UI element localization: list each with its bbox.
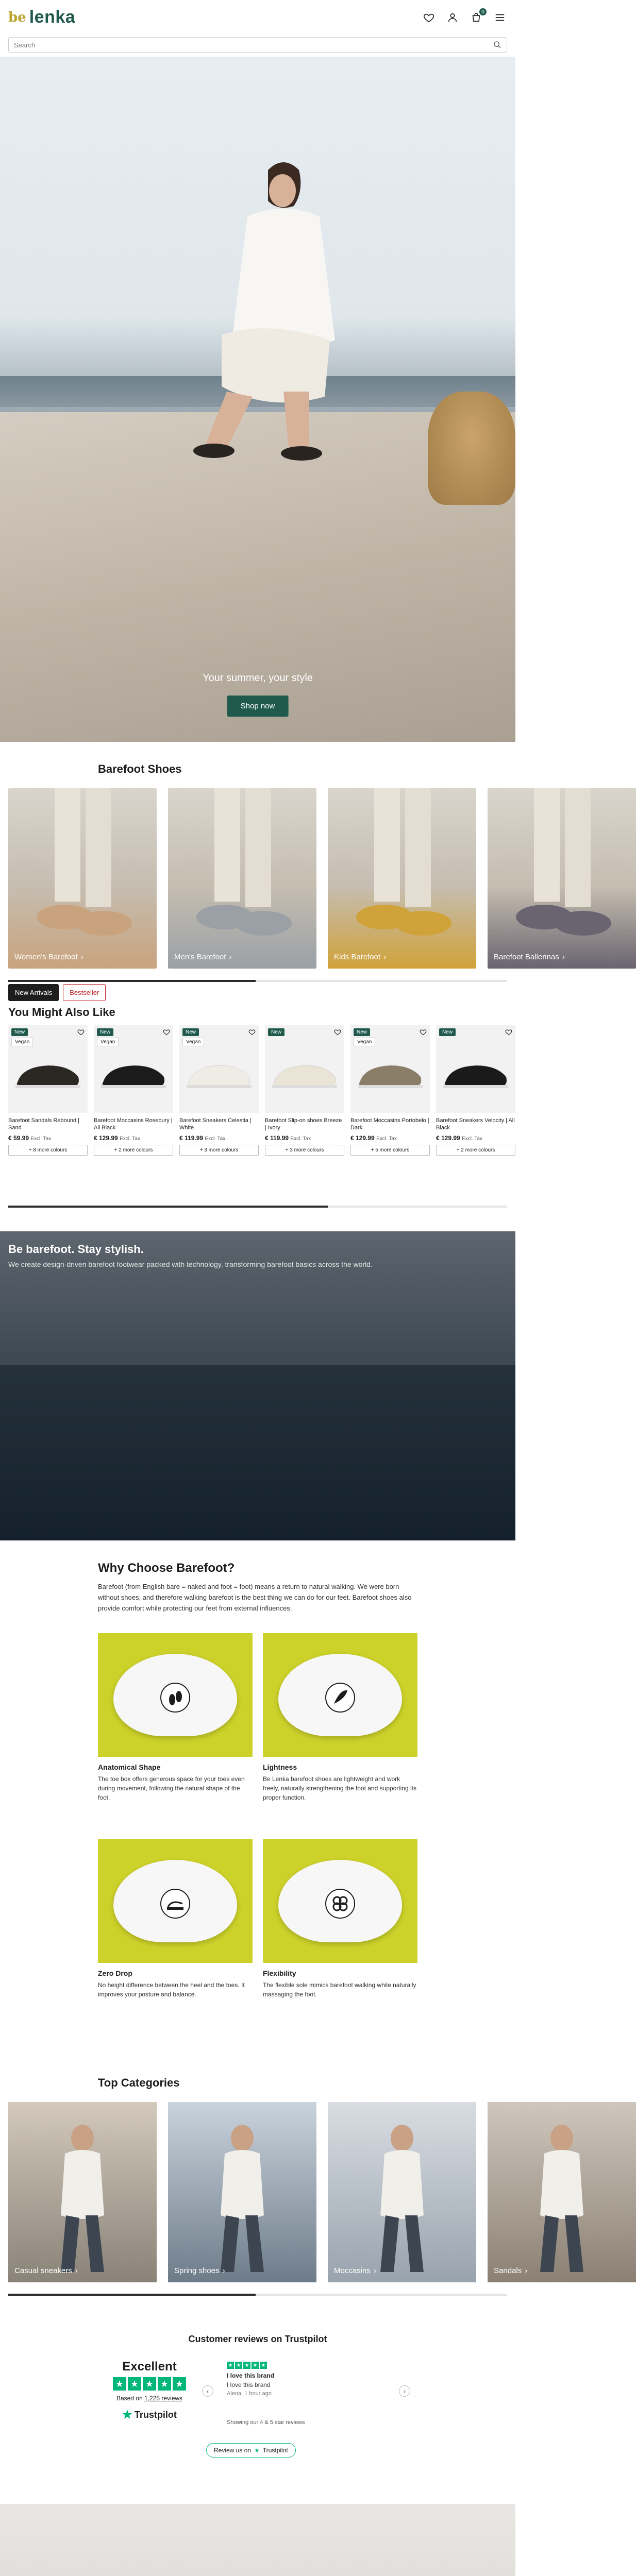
product-image[interactable]	[8, 1025, 88, 1113]
top-category-card[interactable]	[168, 2102, 316, 2282]
feature-title: Lightness	[263, 1763, 297, 1771]
price-tax: Excl. Tax	[120, 1136, 140, 1142]
product-price	[350, 1134, 430, 1142]
arrow-right-icon: ›	[525, 2266, 528, 2275]
top-categories-scrollbar[interactable]	[8, 2294, 507, 2296]
shoe-image	[350, 1025, 430, 1113]
review-stars	[227, 2362, 392, 2369]
product-name[interactable]: Barefoot Moccasins Portobelo | Dark	[350, 1117, 429, 1131]
category-card[interactable]	[328, 788, 476, 969]
heart-icon[interactable]	[422, 10, 436, 25]
review-us-button[interactable]	[206, 2443, 296, 2458]
star-icon: ★	[143, 2377, 156, 2391]
price-value: € 129.99	[94, 1134, 118, 1142]
feature-title: Flexibility	[263, 1969, 296, 1977]
feature-lightness	[263, 1633, 417, 1802]
video-banner	[0, 1231, 515, 1540]
review-body: I love this brand	[227, 2381, 271, 2388]
zero-drop-icon	[160, 1888, 191, 1919]
footprint-icon	[160, 1682, 191, 1713]
trustpilot-rating: Excellent	[122, 2360, 177, 2374]
feature-text: No height difference between the heel and the toes. It improves your posture and balance.	[98, 1981, 245, 1998]
flexibility-icon	[325, 1888, 356, 1919]
barefoot-shoes-section	[0, 742, 565, 979]
top-category-card[interactable]	[328, 2102, 476, 2282]
category-label-text: Barefoot Ballerinas	[494, 953, 559, 961]
new-badge: New	[11, 1028, 28, 1036]
vegan-badge: Vegan	[182, 1038, 204, 1046]
vegan-badge: Vegan	[97, 1038, 119, 1046]
shop-now-button[interactable]: Shop now	[227, 696, 289, 717]
top-category-image	[8, 2102, 157, 2282]
cart-count-badge: 0	[479, 8, 487, 15]
feature-title: Anatomical Shape	[98, 1763, 161, 1771]
product-name[interactable]: Barefoot Moccasins Rosebury | All Black	[94, 1117, 173, 1131]
category-label-text: Moccasins	[334, 2266, 371, 2275]
category-label	[494, 2266, 527, 2275]
trustpilot-title: Customer reviews on Trustpilot	[188, 2334, 327, 2344]
product-carousel	[8, 1025, 515, 1175]
top-category-card[interactable]	[488, 2102, 636, 2282]
star-icon: ★	[173, 2377, 186, 2391]
logo[interactable]	[8, 7, 75, 27]
product-name[interactable]: Barefoot Slip-on shoes Breeze | Ivory	[265, 1117, 342, 1131]
new-badge: New	[182, 1028, 199, 1036]
price-tax: Excl. Tax	[290, 1136, 311, 1142]
vegan-badge: Vegan	[354, 1038, 375, 1046]
product-image[interactable]	[436, 1025, 515, 1113]
top-categories-carousel	[8, 2102, 636, 2282]
hero-banner	[0, 57, 515, 742]
arrow-right-icon: ›	[373, 2266, 376, 2275]
logo-word: lenka	[29, 7, 76, 27]
review-next-arrow-icon[interactable]: ›	[399, 2385, 410, 2397]
price-value: € 129.99	[436, 1134, 460, 1142]
star-icon: ★	[260, 2362, 267, 2369]
trustpilot-summary[interactable]	[108, 2360, 191, 2421]
category-label	[494, 953, 565, 961]
product-name[interactable]: Barefoot Sandals Rebound | Sand	[8, 1117, 80, 1131]
you-might-also-like-section	[0, 979, 515, 1231]
star-icon: ★	[243, 2362, 250, 2369]
category-image	[328, 788, 476, 969]
hero-caption: Your summer, your style	[203, 672, 313, 684]
category-card[interactable]	[168, 788, 316, 969]
trustpilot-stars	[108, 2377, 191, 2391]
category-label-text: Casual sneakers	[14, 2266, 72, 2275]
arrow-right-icon: ›	[222, 2266, 225, 2275]
trustpilot-based-on	[108, 2395, 191, 2402]
star-icon: ★	[252, 2362, 259, 2369]
product-card[interactable]	[8, 1025, 88, 1175]
banner-title: Be barefoot. Stay stylish.	[8, 1243, 144, 1256]
feature-title: Zero Drop	[98, 1969, 132, 1977]
new-badge: New	[268, 1028, 284, 1036]
product-card[interactable]	[265, 1025, 344, 1175]
price-value: € 129.99	[350, 1134, 375, 1142]
search-bar	[8, 37, 507, 53]
shoe-image	[265, 1025, 344, 1113]
feature-image	[263, 1633, 417, 1757]
product-image[interactable]	[265, 1025, 344, 1113]
star-icon: ★	[113, 2377, 126, 2391]
star-icon: ★	[227, 2362, 234, 2369]
category-label	[334, 2266, 376, 2275]
product-name[interactable]: Barefoot Sneakers Velocity | All Black	[436, 1117, 515, 1131]
product-card[interactable]	[436, 1025, 515, 1175]
banner-text: We create design-driven barefoot footwear packed with technology, transforming barefoot basics across the world.	[8, 1260, 373, 1268]
more-colours-button[interactable]: + 8 more colours	[8, 1145, 88, 1156]
feature-anatomical-shape	[98, 1633, 253, 1802]
logo-be: be	[8, 9, 26, 25]
feature-image	[263, 1839, 417, 1963]
star-icon: ★	[128, 2377, 141, 2391]
more-colours-button[interactable]: + 2 more colours	[94, 1145, 173, 1156]
scrollbar-thumb[interactable]	[8, 1206, 328, 1208]
vegan-badge: Vegan	[11, 1038, 33, 1046]
hero-basket-image	[428, 392, 515, 505]
product-scrollbar[interactable]	[8, 1206, 507, 1208]
why-choose-section	[0, 1540, 515, 2056]
review-author: Alena, 1 hour ago	[227, 2391, 272, 2397]
product-image[interactable]	[94, 1025, 173, 1113]
category-label-text: Women's Barefoot	[14, 953, 78, 961]
category-label	[174, 2266, 225, 2275]
review-us-brand: Trustpilot	[262, 2447, 288, 2454]
arrow-right-icon: ›	[80, 953, 83, 961]
product-price	[179, 1134, 259, 1142]
based-prefix: Based on	[116, 2395, 143, 2402]
trustpilot-star-icon: ★	[254, 2447, 260, 2454]
top-category-image	[488, 2102, 636, 2282]
star-icon: ★	[235, 2362, 242, 2369]
category-label	[14, 953, 83, 961]
arrow-right-icon: ›	[229, 953, 232, 961]
category-card[interactable]	[488, 788, 636, 969]
trustpilot-section	[0, 2324, 515, 2504]
trustpilot-brand: Trustpilot	[134, 2409, 177, 2420]
product-card[interactable]	[179, 1025, 259, 1175]
price-tax: Excl. Tax	[30, 1136, 52, 1142]
menu-icon[interactable]	[493, 10, 507, 25]
more-colours-button[interactable]: + 3 more colours	[179, 1145, 259, 1156]
review-title: I love this brand	[227, 2372, 275, 2379]
why-intro: Barefoot (from English bare = naked and foot = foot) means a return to natural walking. We were born without shoes, and therefore walking barefoot is the best thing we can do for our feet. Barefoot shoes also provide comfort while protecting our feet from external influences.	[98, 1583, 412, 1612]
star-icon: ★	[158, 2377, 171, 2391]
top-categories-title: Top Categories	[98, 2076, 180, 2089]
header	[0, 0, 515, 57]
trustpilot-star-icon: ★	[122, 2408, 132, 2421]
product-image[interactable]	[350, 1025, 430, 1113]
price-value: € 119.99	[179, 1134, 204, 1142]
category-card[interactable]	[8, 788, 157, 969]
reviews-count-link[interactable]: 1,225 reviews	[144, 2395, 183, 2402]
category-label-text: Men's Barefoot	[174, 953, 226, 961]
search-input[interactable]	[14, 41, 493, 49]
feature-text: Be Lenka barefoot shoes are lightweight and work freely, naturally strengthening the foot and supporting its proper function.	[263, 1775, 416, 1801]
shoe-image	[94, 1025, 173, 1113]
scrollbar-thumb[interactable]	[8, 2294, 256, 2296]
tab-new-arrivals[interactable]: New Arrivals	[8, 984, 59, 1001]
header-icons	[422, 10, 507, 25]
category-label-text: Kids Barefoot	[334, 953, 381, 961]
category-label	[14, 2266, 78, 2275]
product-card[interactable]	[94, 1025, 173, 1175]
product-tabs	[8, 984, 106, 1001]
feature-image	[98, 1839, 253, 1963]
user-icon[interactable]	[445, 10, 460, 25]
barefoot-shoes-title: Barefoot Shoes	[98, 762, 182, 775]
product-price	[265, 1134, 344, 1142]
category-label	[334, 953, 386, 961]
price-tax: Excl. Tax	[205, 1136, 226, 1142]
product-card[interactable]	[350, 1025, 430, 1175]
price-value: € 59.99	[8, 1134, 29, 1142]
search-icon[interactable]	[493, 41, 501, 49]
price-value: € 119.99	[265, 1134, 289, 1142]
top-category-image	[168, 2102, 316, 2282]
product-price	[8, 1134, 88, 1142]
feature-image	[98, 1633, 253, 1757]
product-image[interactable]	[179, 1025, 259, 1113]
product-price	[436, 1134, 515, 1142]
more-colours-button[interactable]: + 2 more colours	[436, 1145, 515, 1156]
top-category-card[interactable]	[8, 2102, 157, 2282]
price-tax: Excl. Tax	[462, 1136, 482, 1142]
top-categories-section	[0, 2056, 528, 2324]
more-colours-button[interactable]: + 5 more colours	[350, 1145, 430, 1156]
banner-floor-image	[0, 1365, 515, 1540]
category-carousel	[8, 788, 636, 969]
more-colours-button[interactable]: + 3 more colours	[265, 1145, 344, 1156]
review-us-label: Review us on	[214, 2447, 252, 2454]
product-name[interactable]: Barefoot Sneakers Celestia | White	[179, 1117, 252, 1131]
lifestyle-image	[0, 2504, 515, 2576]
category-label-text: Spring shoes	[174, 2266, 220, 2275]
feature-zero-drop	[98, 1839, 253, 1999]
trustpilot-logo	[108, 2408, 191, 2421]
shoe-image	[8, 1025, 88, 1113]
top-category-image	[328, 2102, 476, 2282]
category-image	[8, 788, 157, 969]
arrow-right-icon: ›	[562, 953, 565, 961]
feature-text: The toe box offers generous space for your toes even during movement, following the natural shape of the foot.	[98, 1775, 245, 1801]
new-badge: New	[97, 1028, 113, 1036]
category-image	[488, 788, 636, 969]
arrow-right-icon: ›	[383, 953, 387, 961]
cart-icon[interactable]	[469, 10, 483, 25]
feature-flexibility	[263, 1839, 417, 1999]
hero-model-image	[191, 149, 361, 479]
product-price	[94, 1134, 173, 1142]
feature-text: The flexible sole mimics barefoot walking while naturally massaging the foot.	[263, 1981, 416, 1998]
review-card[interactable]	[227, 2362, 392, 2397]
category-image	[168, 788, 316, 969]
new-badge: New	[354, 1028, 370, 1036]
why-title: Why Choose Barefoot?	[98, 1561, 235, 1575]
trustpilot-showing: Showing our 4 & 5 star reviews	[227, 2419, 305, 2426]
shoe-image	[179, 1025, 259, 1113]
tab-bestseller[interactable]: Bestseller	[63, 984, 106, 1001]
price-tax: Excl. Tax	[376, 1136, 397, 1142]
category-label	[174, 953, 231, 961]
feather-icon	[325, 1682, 356, 1713]
arrow-right-icon: ›	[75, 2266, 78, 2275]
new-badge: New	[439, 1028, 456, 1036]
ymal-title: You Might Also Like	[8, 1006, 115, 1019]
category-label-text: Sandals	[494, 2266, 522, 2275]
review-prev-arrow-icon[interactable]: ‹	[202, 2385, 213, 2397]
shoe-image	[436, 1025, 515, 1113]
